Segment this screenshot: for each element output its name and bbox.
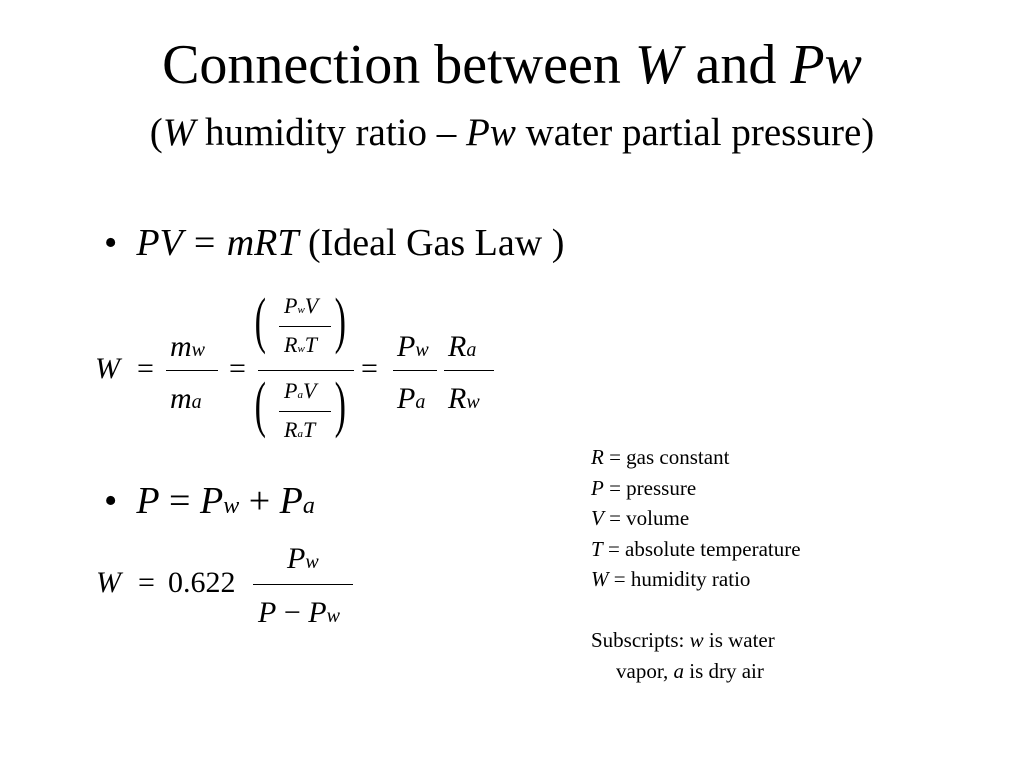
subtitle-var-w: W xyxy=(162,111,196,154)
eq1-equals-2: = xyxy=(229,352,246,385)
subtitle-text-2: water partial pressure) xyxy=(515,111,875,154)
eq2-numerator: Pw xyxy=(287,542,319,575)
b2-pa: P xyxy=(279,480,303,522)
eq2-equals: = xyxy=(138,566,155,599)
title-text-1: Connection between xyxy=(162,34,635,96)
eq2-fraction-bar xyxy=(253,584,353,585)
eq1-mw: mw xyxy=(170,330,206,363)
legend-item-t: T = absolute temperature xyxy=(591,536,801,561)
legend-subscripts-line-2: vapor, a is dry air xyxy=(616,658,764,683)
eq1-equals-1: = xyxy=(137,352,154,385)
legend-spacer xyxy=(591,595,801,626)
b2-plus: + xyxy=(239,480,280,522)
title-text-2: and xyxy=(681,34,791,96)
eq2-coefficient: 0.622 xyxy=(168,566,236,599)
variable-legend xyxy=(591,442,801,686)
eq1-paren-open-bottom: ( xyxy=(254,371,267,439)
b2-pw: P xyxy=(199,480,224,522)
legend-item-w: W = humidity ratio xyxy=(591,567,751,591)
b2-p: P xyxy=(136,480,160,522)
b2-sub-a: a xyxy=(302,493,315,519)
ideal-gas-note: (Ideal Gas Law ) xyxy=(298,222,565,264)
eq1-equals-3: = xyxy=(361,352,378,385)
eq1-pw: Pw xyxy=(397,330,429,363)
b2-sub-w: w xyxy=(223,493,240,519)
bullet-dot: • xyxy=(104,222,137,264)
eq1-rat: RaT xyxy=(284,417,316,442)
eq1-pa: Pa xyxy=(397,382,426,415)
eq1-rwt: RwT xyxy=(284,332,318,357)
eq1-paren-open-top: ( xyxy=(254,287,267,355)
eq1-lhs: W xyxy=(95,352,120,385)
eq1-rw: Rw xyxy=(448,382,480,415)
eq1-paren-close-bottom: ) xyxy=(334,371,347,439)
b2-eq: = xyxy=(159,480,200,522)
legend-item-r: R = gas constant xyxy=(591,445,730,469)
eq1-pwv: PwV xyxy=(284,293,319,318)
eq1-ma: ma xyxy=(170,382,202,415)
subtitle-var-pw: Pw xyxy=(466,111,516,154)
eq1-ra: Ra xyxy=(448,330,477,363)
eq2-denominator: P − Pw xyxy=(258,596,340,629)
title-var-pw: Pw xyxy=(790,34,862,96)
legend-subscripts-line-1: Subscripts: w is water xyxy=(591,628,775,652)
legend-item-v: V = volume xyxy=(591,506,690,530)
bullet-dot-2: • xyxy=(104,480,137,522)
eq2-lhs: W xyxy=(96,566,121,599)
eq1-pav: PaV xyxy=(284,378,317,403)
legend-item-p: P = pressure xyxy=(591,475,697,500)
subtitle-text-1: humidity ratio – xyxy=(195,111,467,154)
eq1-paren-close-top: ) xyxy=(334,287,347,355)
subtitle-open-paren: ( xyxy=(149,111,163,154)
title-var-w: W xyxy=(634,34,682,96)
ideal-gas-equation: PV = mRT xyxy=(136,222,299,264)
